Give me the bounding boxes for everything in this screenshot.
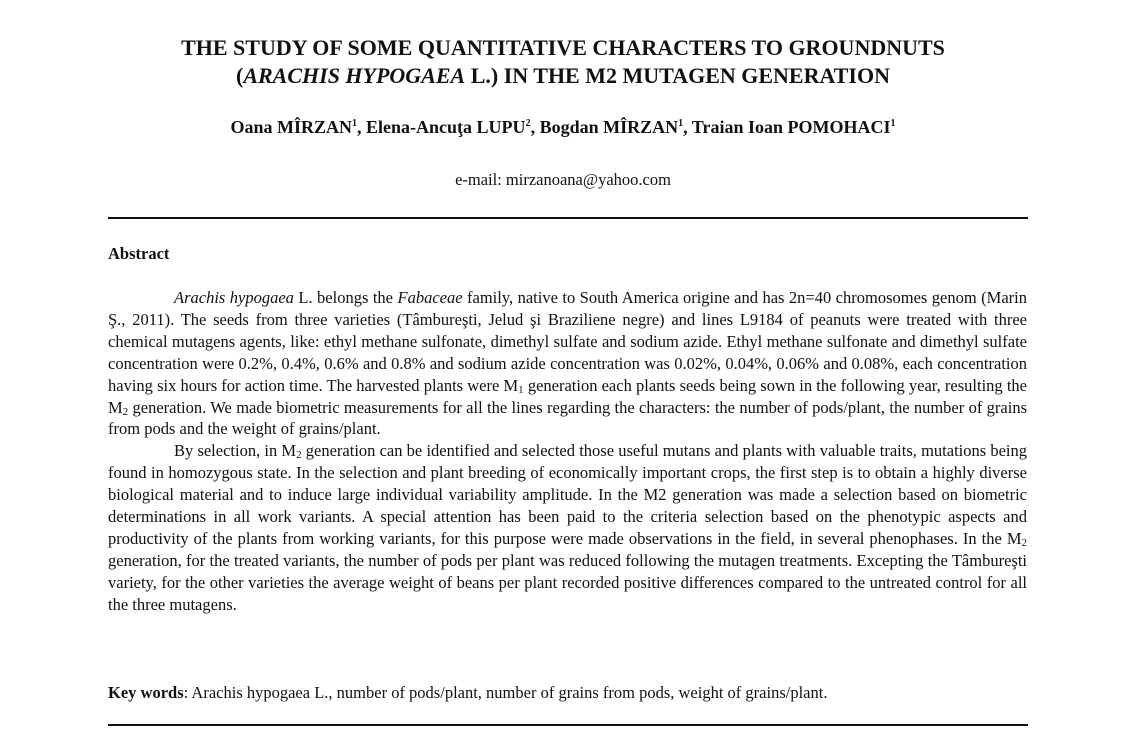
- title-line-2-rest: L.) IN THE M2 MUTAGEN GENERATION: [465, 63, 890, 88]
- bottom-divider: [108, 724, 1028, 726]
- top-divider: [108, 217, 1028, 219]
- author-4: Traian Ioan POMOHACI$^1$: [691, 117, 896, 137]
- title-species-name: ARACHIS HYPOGAEA: [243, 63, 466, 88]
- author-2: Elena-Ancuţa LUPU$^2$,: [366, 117, 540, 137]
- author-1-affiliation: 1: [352, 118, 358, 129]
- title-paren-open: (: [236, 63, 244, 88]
- title-line-2: [0, 62, 1126, 90]
- author-3-affiliation: 1: [678, 118, 684, 129]
- contact-email[interactable]: e-mail: mirzanoana@yahoo.com: [455, 170, 671, 189]
- author-4-affiliation: 1: [890, 118, 896, 129]
- author-2-affiliation: 2: [525, 118, 531, 129]
- author-3: Bogdan MÎRZAN$^1$,: [539, 117, 692, 137]
- keywords: [108, 683, 1027, 703]
- abstract-paragraph-2: By selection, in $M_2$ generation can be identified and selected those useful mutans and plants with valuable traits, mutations being found in homozygous state. In the selection and plant breeding of economically important crops, the first step is to obtain a highly diverse biological material and to induce large individual variability amplitude. In the M2 generation was made a selection based on biometric determinations in all work variants. A special attention has been paid to the criteria selection based on the phenotypic aspects and productivity of the plants from working variants, for this purpose were made observations in the field, in several phenophases. In the $M_2$ generation, for the treated variants, the number of pods per plant was reduced following the mutagen treatments. Excepting the Tâmbureşti variety, for the other varieties the average weight of beans per plant recorded positive differences compared to the untreated control for all the three mutagens.: [108, 441, 1028, 614]
- author-list: [0, 117, 1126, 138]
- keywords-text: : Arachis hypogaea L., number of pods/plant, number of grains from pods, weight of grains/plant.: [183, 683, 828, 702]
- keywords-label: Key words: [108, 683, 184, 702]
- abstract-heading: Abstract: [108, 244, 170, 263]
- paper-title: [0, 34, 1126, 90]
- abstract-paragraph-1: Arachis hypogaea L. belongs the Fabaceae family, native to South America origine and has 2n=40 chromosomes genom (Marin Ş., 2011). The seeds from three varieties (Tâmbureşti, Jelud şi Braziliene negre) and lines L9184 of peanuts were treated with three chemical mutagens agents, like: ethyl methane sulfonate, dimethyl sulfate and sodium azide. Ethyl methane sulfonate and dimethyl sulfate concentration were 0.2%, 0.4%, 0.6% and 0.8% and sodium azide concentration was 0.02%, 0.04%, 0.06% and 0.08%, each concentration having six hours for action time. The harvested plants were $M_1$ generation each plants seeds being sown in the following year, resulting the $M_2$ generation. We made biometric measurements for all the lines regarding the characters: the number of pods/plant, the number of grains from pods and the weight of grains/plant.: [108, 288, 1027, 439]
- author-1: Oana MÎRZAN$^1$,: [230, 117, 367, 137]
- title-line-1: THE STUDY OF SOME QUANTITATIVE CHARACTERS TO GROUNDNUTS: [181, 35, 945, 60]
- abstract-body: [108, 287, 1027, 616]
